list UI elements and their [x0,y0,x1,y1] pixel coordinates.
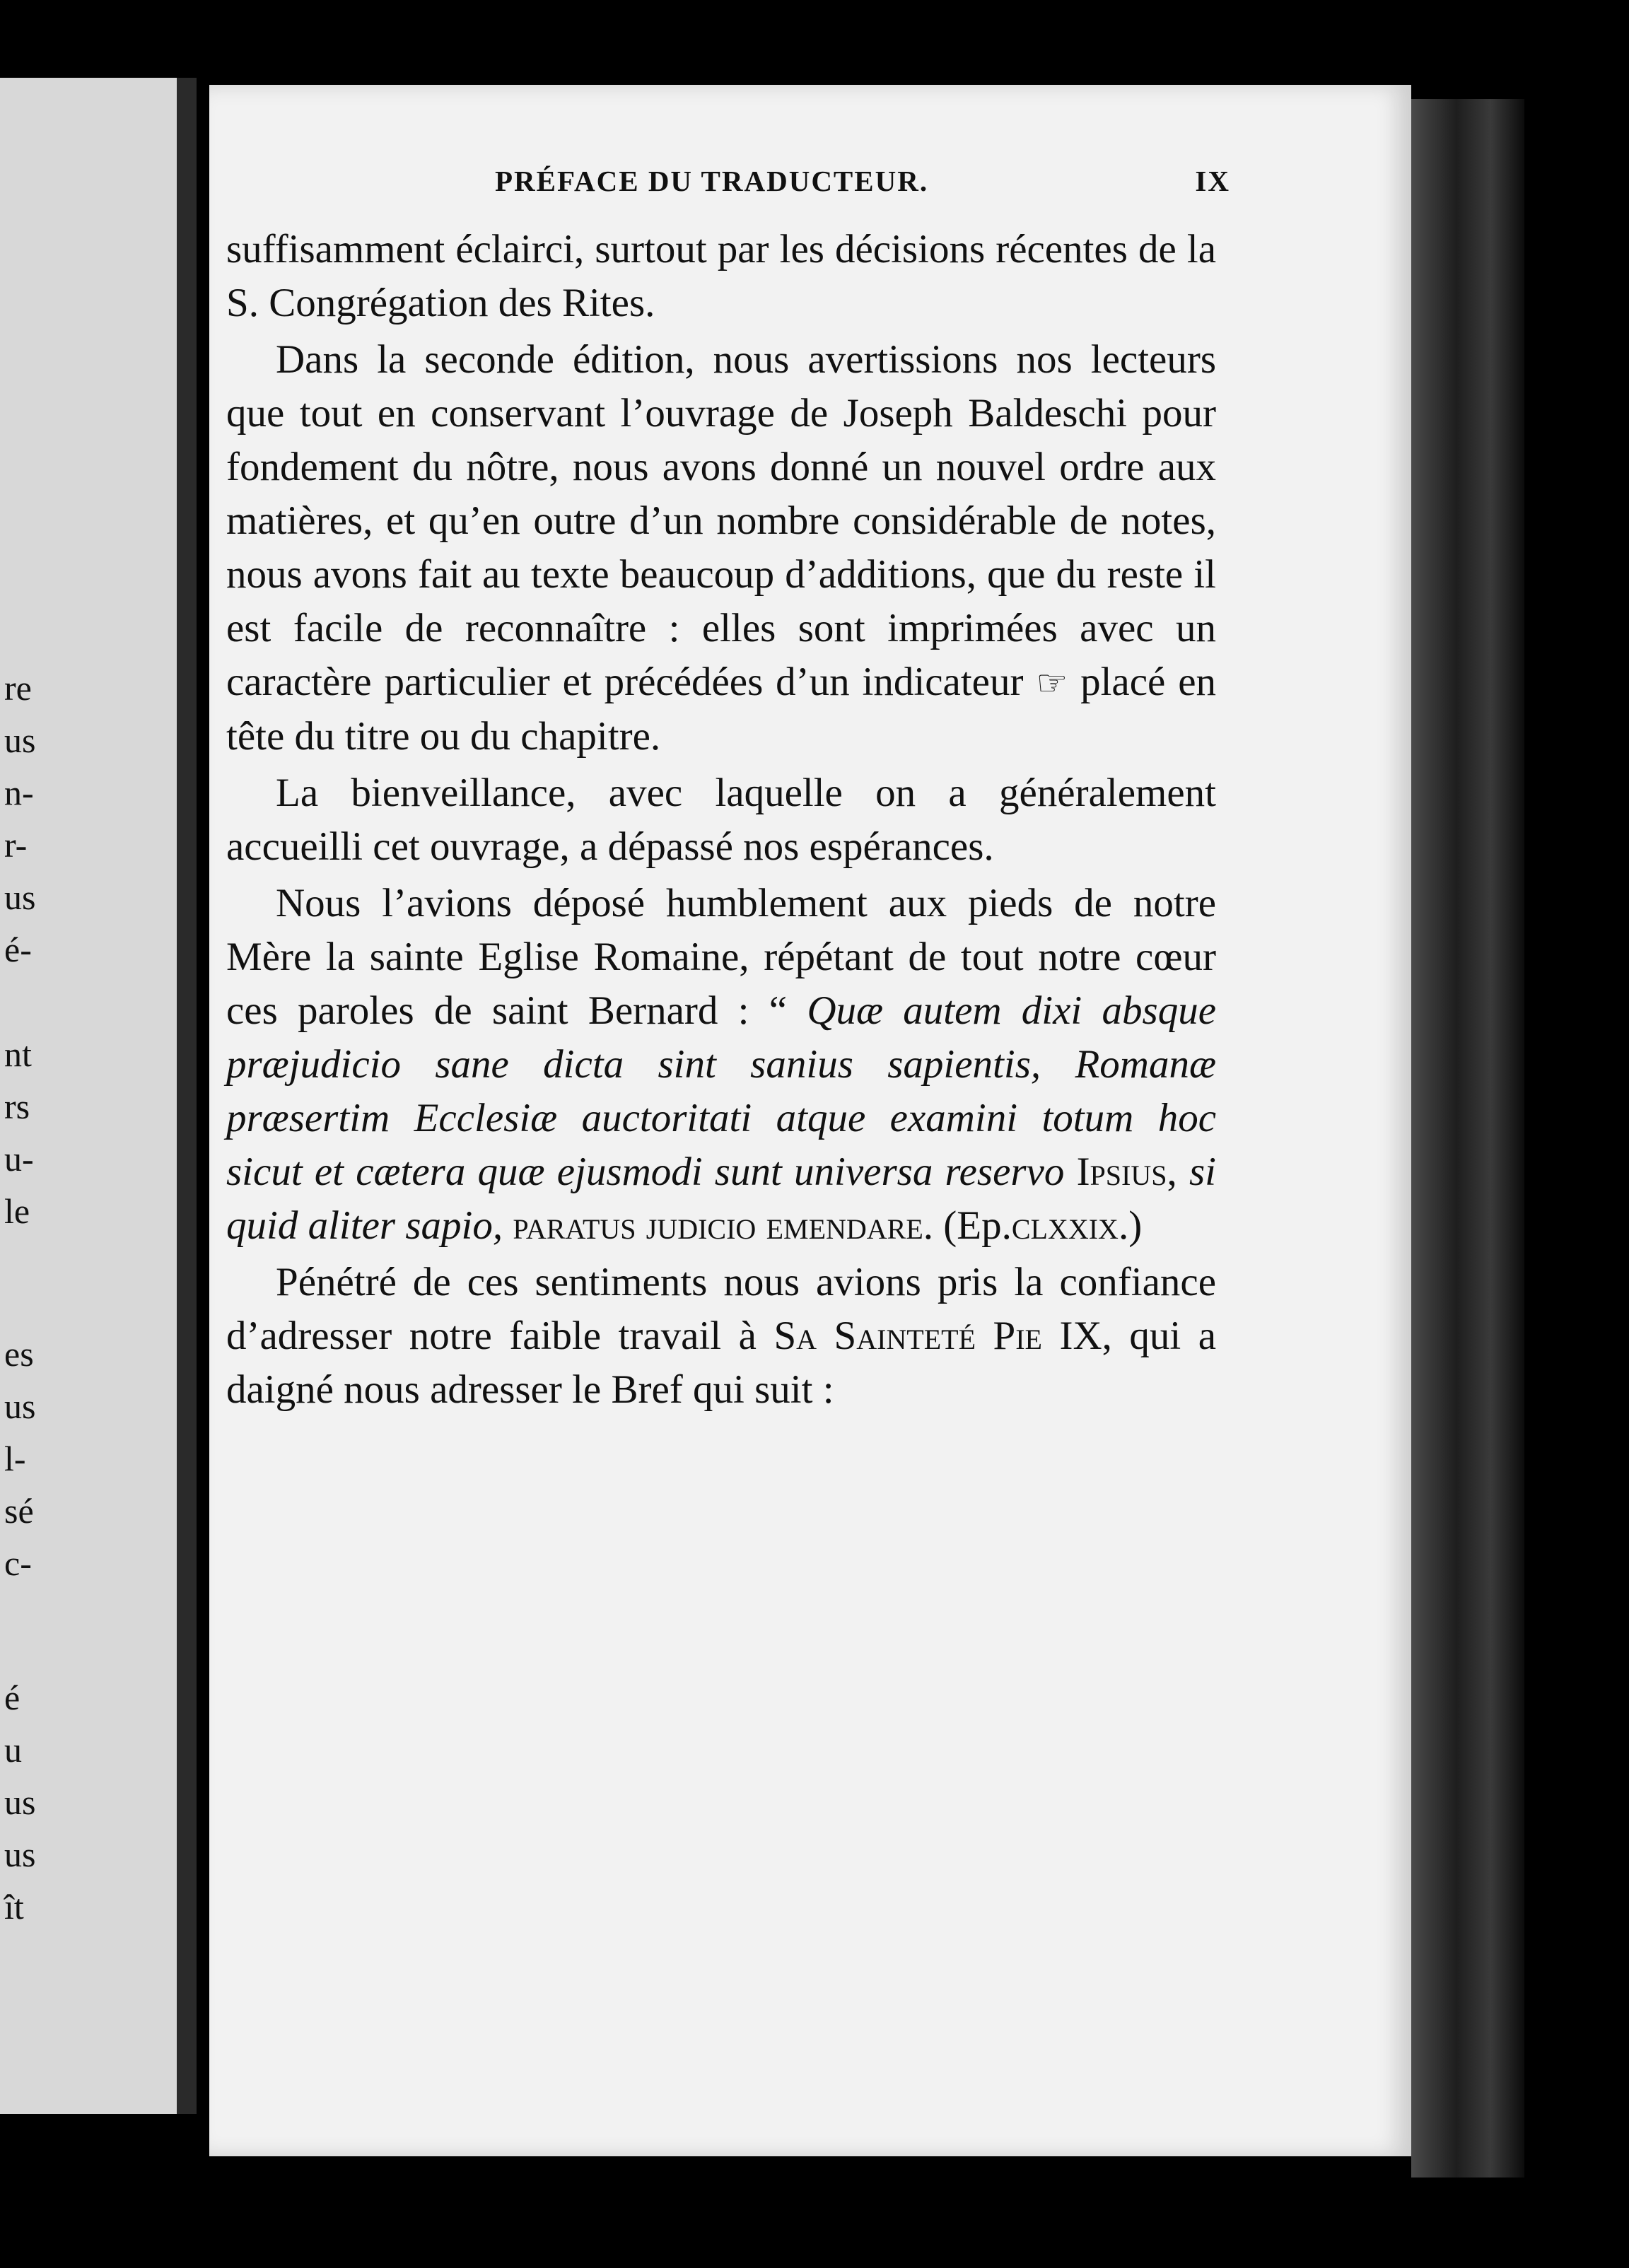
running-head-title: PRÉFACE DU TRADUCTEUR. [495,165,929,197]
margin-fragment: ît [4,1887,24,1927]
paragraph-text: placé en tête du titre ou du chapitre. [226,660,1217,759]
paragraph [226,333,1216,764]
paragraph-text: Nous l’avions déposé humblement aux pieds de notre Mère la sainte Eglise Romaine, répétant de tout notre cœur ces paroles de saint Bernard : [226,881,1216,1033]
margin-fragment: u [4,1730,22,1770]
latin-quote-smallcaps: paratus judicio emendare. [513,1203,934,1248]
margin-fragment: é [4,1678,21,1717]
quote-reference-close: ) [1128,1203,1143,1248]
margin-fragment: re [4,668,32,708]
quote-reference-number: clxxix. [1011,1203,1129,1248]
quote-reference: (Ep. [943,1203,1012,1248]
pope-title: Sa Sainteté Pie [773,1314,1042,1358]
latin-quote: si quid aliter sapio, [226,1150,1217,1248]
quote-mark: “ [769,988,788,1033]
facing-page-edge [0,78,197,2114]
margin-fragment: us [4,1835,36,1874]
margin-fragment: c- [4,1543,32,1583]
paragraph-text: Pénétré de ces sentiments nous avions pris la confiance d’adresser notre faible travail à [226,1260,1216,1358]
paragraph [226,1256,1216,1417]
margin-fragment: r- [4,825,28,865]
margin-fragment: rs [4,1087,30,1126]
margin-fragment: us [4,877,36,917]
body-text [226,223,1216,1417]
margin-fragment: u- [4,1139,34,1179]
paragraph [226,877,1216,1253]
margin-fragment: us [4,720,36,760]
margin-fragment: us [4,1782,36,1822]
margin-fragment: é- [4,930,32,969]
margin-fragment: n- [4,773,34,812]
margin-fragment: nt [4,1034,32,1074]
margin-fragment: l- [4,1439,26,1478]
margin-fragment: le [4,1191,30,1231]
paragraph: La bienveillance, avec laquelle on a généralement accueilli cet ouvrage, a dépassé nos espérances. [226,771,1216,869]
pointing-hand-icon: ☞ [1036,662,1068,703]
latin-quote-smallcaps: Ipsius, [1076,1150,1177,1194]
latin-quote: Quæ autem dixi absque præjudicio sane dicta sint sanius sapientis, Romanæ præsertim Ecclesiæ auctoritati atque examini totum hoc sicut et cætera quæ ejusmodi sunt universa reservo [226,988,1216,1194]
paragraph-text: Dans la seconde édition, nous avertissions nos lecteurs que tout en conservant l’ouvrage de Joseph Baldeschi pour fondement du nôtre, nous avons donné un nouvel ordre aux matières, et qu’en outre d’un nombre considérable de notes, nous avons fait au texte beaucoup d’additions, que du reste il est facile de reconnaître : elles sont imprimées avec un caractère particulier et précédées d’un indicateur [226,337,1216,704]
paragraph: suffisamment éclairci, surtout par les décisions récentes de la S. Congrégation des Rites. [226,227,1216,325]
book-spine [1411,99,1524,2178]
page-number: IX [1195,165,1230,197]
paragraph-text: qui a daigné nous adresser le Bref qui suit : [226,1314,1217,1412]
margin-fragment: es [4,1334,34,1374]
margin-fragment: us [4,1386,36,1426]
pope-numeral: IX, [1059,1314,1112,1358]
margin-fragment: sé [4,1491,34,1531]
